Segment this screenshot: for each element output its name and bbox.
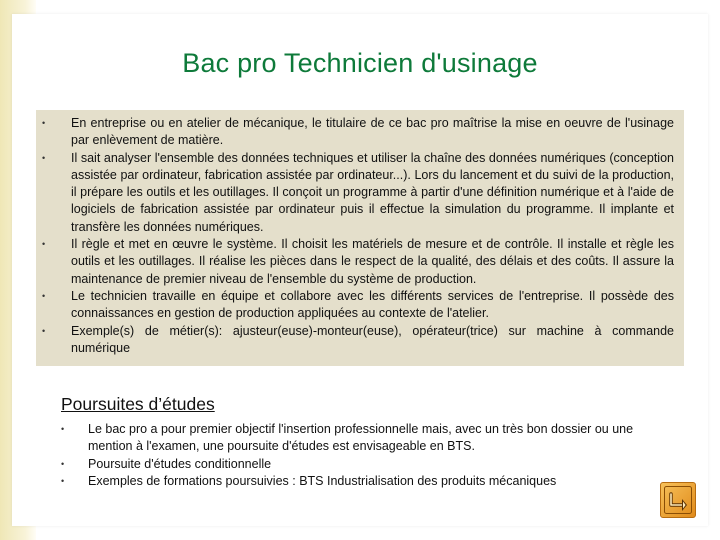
list-item-text: Le technicien travaille en équipe et collabore avec les différents services de l'entreprise. Il possède des connaissances en gestion de production appliquées au contexte de l'atelier.	[71, 288, 674, 321]
list-item-text: Il sait analyser l'ensemble des données techniques et utiliser la chaîne des données numériques (conception assistée par ordinateur, fabrication assistée par ordinateur...). Lors du lancement et du suivi de la production, il prépare les outils et les outillages. Il conçoit un programme à partir d'une définition numérique et à l'aide de logiciels de fabrication assistée par ordinateur puis il effectue la simulation du programme. Il implante et transfère les données numériques.	[71, 150, 674, 234]
poursuites-list	[58, 421, 670, 490]
bullet-marker: •	[42, 118, 46, 128]
list-item	[36, 323, 674, 358]
poursuites-heading: Poursuites d’études	[61, 394, 215, 414]
bullet-marker: •	[42, 325, 46, 336]
page-title: Bac pro Technicien d'usinage	[182, 48, 538, 78]
bullet-marker: •	[42, 152, 46, 163]
description-list	[36, 115, 674, 357]
bullet-marker: •	[61, 475, 65, 486]
bullet-marker: •	[61, 424, 65, 434]
list-item	[58, 473, 670, 490]
list-item-text: Exemple(s) de métier(s): ajusteur(euse)-monteur(euse), opérateur(trice) sur machine à commande numérique	[71, 323, 674, 355]
list-item-text: Il règle et met en œuvre le système. Il choisit les matériels de mesure et de contrôle. Il installe et règle les outils et les outillages. Il réalise les pièces dans le respect de la qualité, des délais et des coûts. Il assure la maintenance de premier niveau de l'ensemble du système de production.	[71, 237, 674, 286]
list-item	[58, 421, 670, 456]
bullet-marker: •	[61, 458, 65, 469]
return-arrow-icon	[664, 486, 692, 514]
list-item-text: Le bac pro a pour premier objectif l'insertion professionnelle mais, avec un très bon dossier ou une mention à l'examen, une poursuite d'études est envisageable en BTS.	[88, 422, 634, 454]
bullet-marker: •	[42, 239, 46, 250]
list-item	[36, 288, 674, 323]
list-item-text: Poursuite d'études conditionnelle	[88, 456, 272, 471]
list-item-text: Exemples de formations poursuivies : BTS Industrialisation des produits mécaniques	[88, 473, 557, 488]
list-item	[36, 150, 674, 236]
list-item	[36, 236, 674, 288]
list-item-text: En entreprise ou en atelier de mécanique, le titulaire de ce bac pro maîtrise la mise en oeuvre de l'usinage par enlèvement de matière.	[71, 116, 674, 148]
list-item	[58, 456, 670, 473]
bullet-marker: •	[42, 290, 46, 301]
list-item	[36, 115, 674, 150]
return-button[interactable]	[660, 482, 696, 518]
